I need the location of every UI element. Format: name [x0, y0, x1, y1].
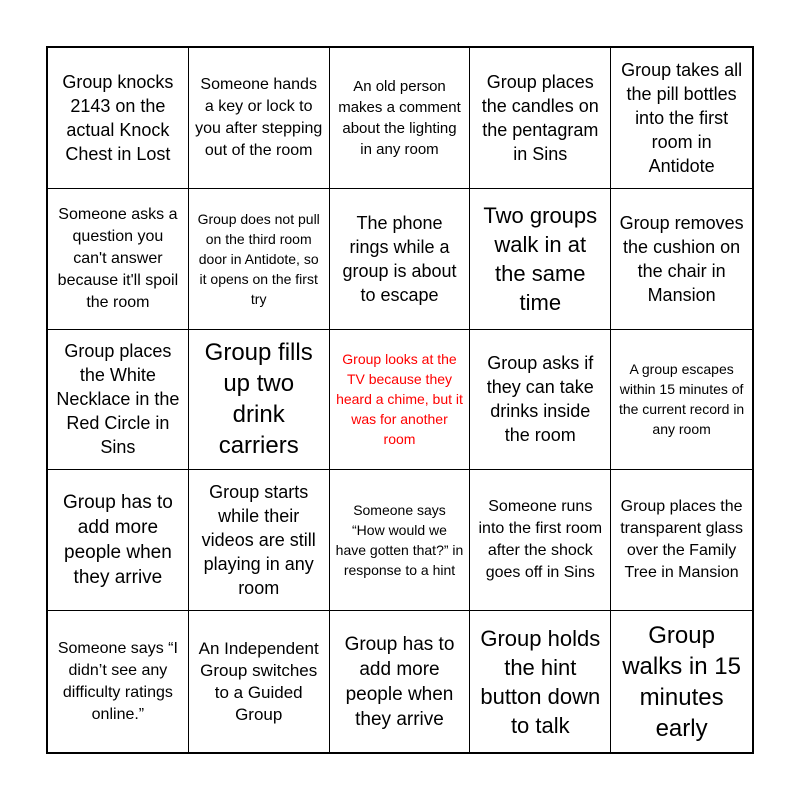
bingo-cell[interactable] [189, 470, 330, 611]
bingo-cell[interactable] [330, 189, 471, 330]
bingo-cell[interactable] [189, 330, 330, 471]
bingo-cell-text: Group removes the cushion on the chair in Mansion [619, 212, 744, 305]
bingo-cell-text: Group takes all the pill bottles into the first room in Antidote [621, 59, 743, 176]
bingo-cell-text: Group places the transparent glass over the Family Tree in Mansion [620, 498, 743, 582]
bingo-cell-text: Group starts while their videos are still playing in any room [201, 482, 316, 599]
bingo-cell-text: Group knocks 2143 on the actual Knock Chest in Lost [62, 71, 174, 164]
bingo-cell[interactable] [611, 611, 752, 752]
bingo-cell[interactable] [189, 48, 330, 189]
bingo-cell[interactable] [48, 611, 189, 752]
bingo-cell-text: Group places the White Necklace in the Red Circle in Sins [56, 341, 180, 458]
bingo-cell[interactable] [470, 48, 611, 189]
bingo-cell[interactable] [48, 48, 189, 189]
bingo-cell-text: Group holds the hint button down to talk [480, 625, 601, 738]
bingo-cell[interactable] [189, 611, 330, 752]
bingo-cell-text: Group has to add more people when they arrive [344, 633, 455, 730]
bingo-cell-text: The phone rings while a group is about to escape [342, 212, 457, 305]
bingo-cell[interactable] [611, 470, 752, 611]
bingo-cell[interactable] [611, 48, 752, 189]
bingo-cell[interactable] [330, 48, 471, 189]
bingo-cell-text: Group walks in 15 minutes early [622, 621, 741, 742]
bingo-cell-text: Someone hands a key or lock to you after stepping out of the room [195, 75, 323, 159]
bingo-cell[interactable] [611, 330, 752, 471]
bingo-cell-text: Group fills up two drink carriers [204, 339, 313, 460]
bingo-cell-text: Group has to add more people when they arrive [62, 492, 173, 589]
bingo-cell-text: Group places the candles on the pentagram in Sins [481, 71, 599, 164]
bingo-cell-text: Group looks at the TV because they heard a chime, but it was for another room [336, 351, 463, 448]
bingo-cell-text: Group asks if they can take drinks inside the room [486, 353, 594, 446]
bingo-cell[interactable] [470, 330, 611, 471]
bingo-cell[interactable] [470, 470, 611, 611]
bingo-cell[interactable] [48, 330, 189, 471]
bingo-board [46, 46, 754, 754]
bingo-free-cell[interactable] [330, 330, 471, 471]
bingo-cell[interactable] [330, 611, 471, 752]
bingo-cell[interactable] [48, 189, 189, 330]
bingo-cell[interactable] [611, 189, 752, 330]
bingo-cell-text: An old person makes a comment about the lighting in any room [338, 77, 461, 158]
bingo-cell-text: Someone runs into the first room after the shock goes off in Sins [478, 498, 603, 582]
bingo-cell-text: Group does not pull on the third room door in Antidote, so it opens on the first try [197, 210, 320, 307]
bingo-cell-text: Someone asks a question you can't answer because it'll spoil the room [57, 205, 179, 311]
bingo-cell-text: Someone says “How would we have gotten that?” in response to a hint [335, 502, 464, 579]
bingo-cell-text: A group escapes within 15 minutes of the current record in any room [618, 361, 745, 438]
bingo-cell[interactable] [330, 470, 471, 611]
bingo-cell[interactable] [470, 189, 611, 330]
bingo-cell-text: An Independent Group switches to a Guided Group [198, 638, 319, 724]
bingo-cell-text: Two groups walk in at the same time [483, 202, 598, 315]
bingo-cell[interactable] [470, 611, 611, 752]
bingo-cell[interactable] [48, 470, 189, 611]
bingo-cell[interactable] [189, 189, 330, 330]
bingo-cell-text: Someone says “I didn’t see any difficulty ratings online.” [57, 639, 178, 723]
